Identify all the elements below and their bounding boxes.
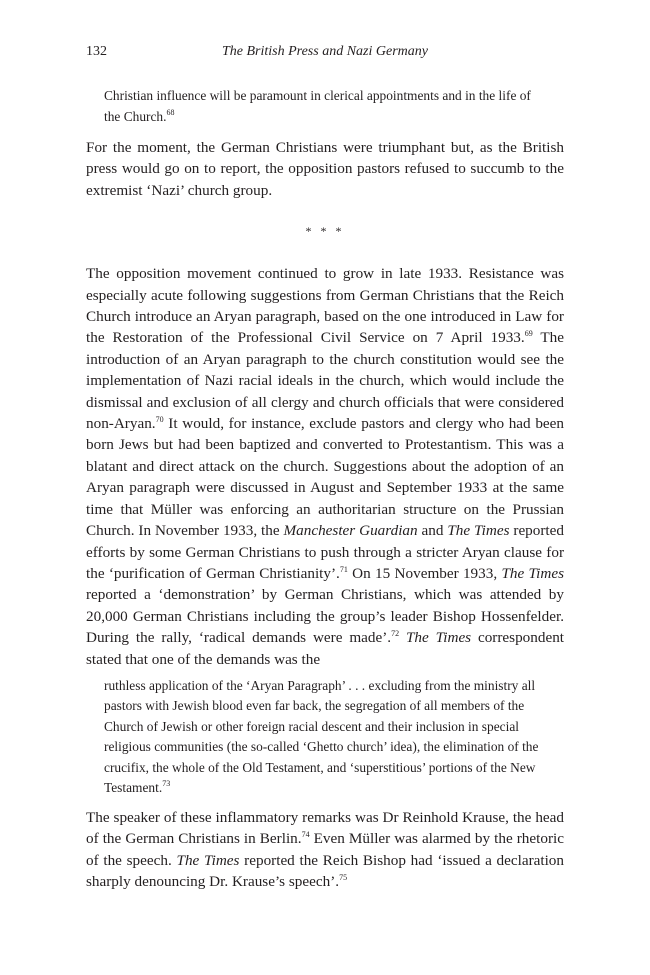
text-run: Even Müller was alarmed by the rhetoric of the speech. <box>86 830 564 869</box>
text-run: The opposition movement continued to grow in late 1933. Resistance was especially acute following suggestions from German Christians that the Reich Church introduce an Aryan paragraph, based on the one introduced in Law for the Restoration of the Professional Civil Service on 7 April 1933. <box>86 265 564 347</box>
footnote-ref: 70 <box>155 415 164 425</box>
italic-title: The Times <box>501 564 564 582</box>
text-run <box>399 629 406 646</box>
italic-title: Manchester Guardian <box>283 522 418 540</box>
section-divider: * * * <box>305 224 345 239</box>
footnote-ref: 69 <box>524 329 533 339</box>
text-run: and <box>417 522 448 540</box>
text-run: ruthless application of the ‘Aryan Paragraph’ . . . excluding from the ministry all pastors with Jewish blood even far back, the segregation of all members of the Church of Jewish or other foreign racial descent and their inclusion in special religious communities (the so-called ‘Ghetto church’ idea), the elimination of the crucifix, the whole of the Old Testament, and ‘superstitious’ portions of the New Testament. <box>104 677 539 796</box>
footnote-ref: 75 <box>339 873 348 883</box>
text-run: Christian influence will be paramount in clerical appointments and in the life of the Church. <box>104 88 531 124</box>
text-run: The introduction of an Aryan paragraph to the church constitution would see the implementation of Nazi racial ideals in the church, which would include the dismissal and exclusion of all clergy and church officials that were considered non-Aryan. <box>86 329 564 433</box>
text-run: correspondent stated that one of the demands was the <box>86 629 565 668</box>
body-paragraph <box>86 263 564 670</box>
footnote-ref: 72 <box>391 629 400 639</box>
page-number: 132 <box>86 44 107 59</box>
footnote-ref: 68 <box>166 107 175 117</box>
text-run: On 15 November 1933, <box>347 564 502 582</box>
body-paragraph <box>86 807 564 893</box>
text-run: reported efforts by some German Christians to push through a stricter Aryan clause for the ‘purification of German Christianity’. <box>86 522 564 582</box>
block-quote <box>104 676 546 799</box>
running-header <box>86 44 564 66</box>
text-run: The speaker of these inflammatory remarks was Dr Reinhold Krause, the head of the German Christians in Berlin. <box>86 808 564 848</box>
running-head-title: The British Press and Nazi Germany <box>222 44 428 59</box>
text-run: It would, for instance, exclude pastors and clergy who had been born Jews but had been baptized and converted to Protestantism. This was a blatant and direct attack on the church. Suggestions about the adoption of an Aryan paragraph were discussed in August and September 1933 at the same time that Müller was enforcing an authoritarian structure on the Prussian Church. In November 1933, the <box>86 415 564 540</box>
italic-title: The Times <box>405 629 472 647</box>
italic-title: The Times <box>447 522 510 540</box>
block-quote <box>104 86 546 127</box>
text-run: reported a ‘demonstration’ by German Christians, which was attended by 20,000 German Christians including the group’s leader Bishop Hossenfelder. During the rally, ‘radical demands were made’. <box>86 586 564 647</box>
text-run: For the moment, the German Christians were triumphant but, as the British press would go on to report, the opposition pastors refused to succumb to the extremist ‘Nazi’ church group. <box>86 139 564 199</box>
body-paragraph <box>86 137 564 201</box>
footnote-ref: 73 <box>162 779 171 789</box>
text-run: reported the Reich Bishop had ‘issued a declaration sharply denouncing Dr. Krause’s speech’. <box>86 851 564 891</box>
footnote-ref: 71 <box>339 564 348 574</box>
italic-title: The Times <box>176 851 240 869</box>
footnote-ref: 74 <box>301 830 310 840</box>
page-body <box>86 86 564 893</box>
